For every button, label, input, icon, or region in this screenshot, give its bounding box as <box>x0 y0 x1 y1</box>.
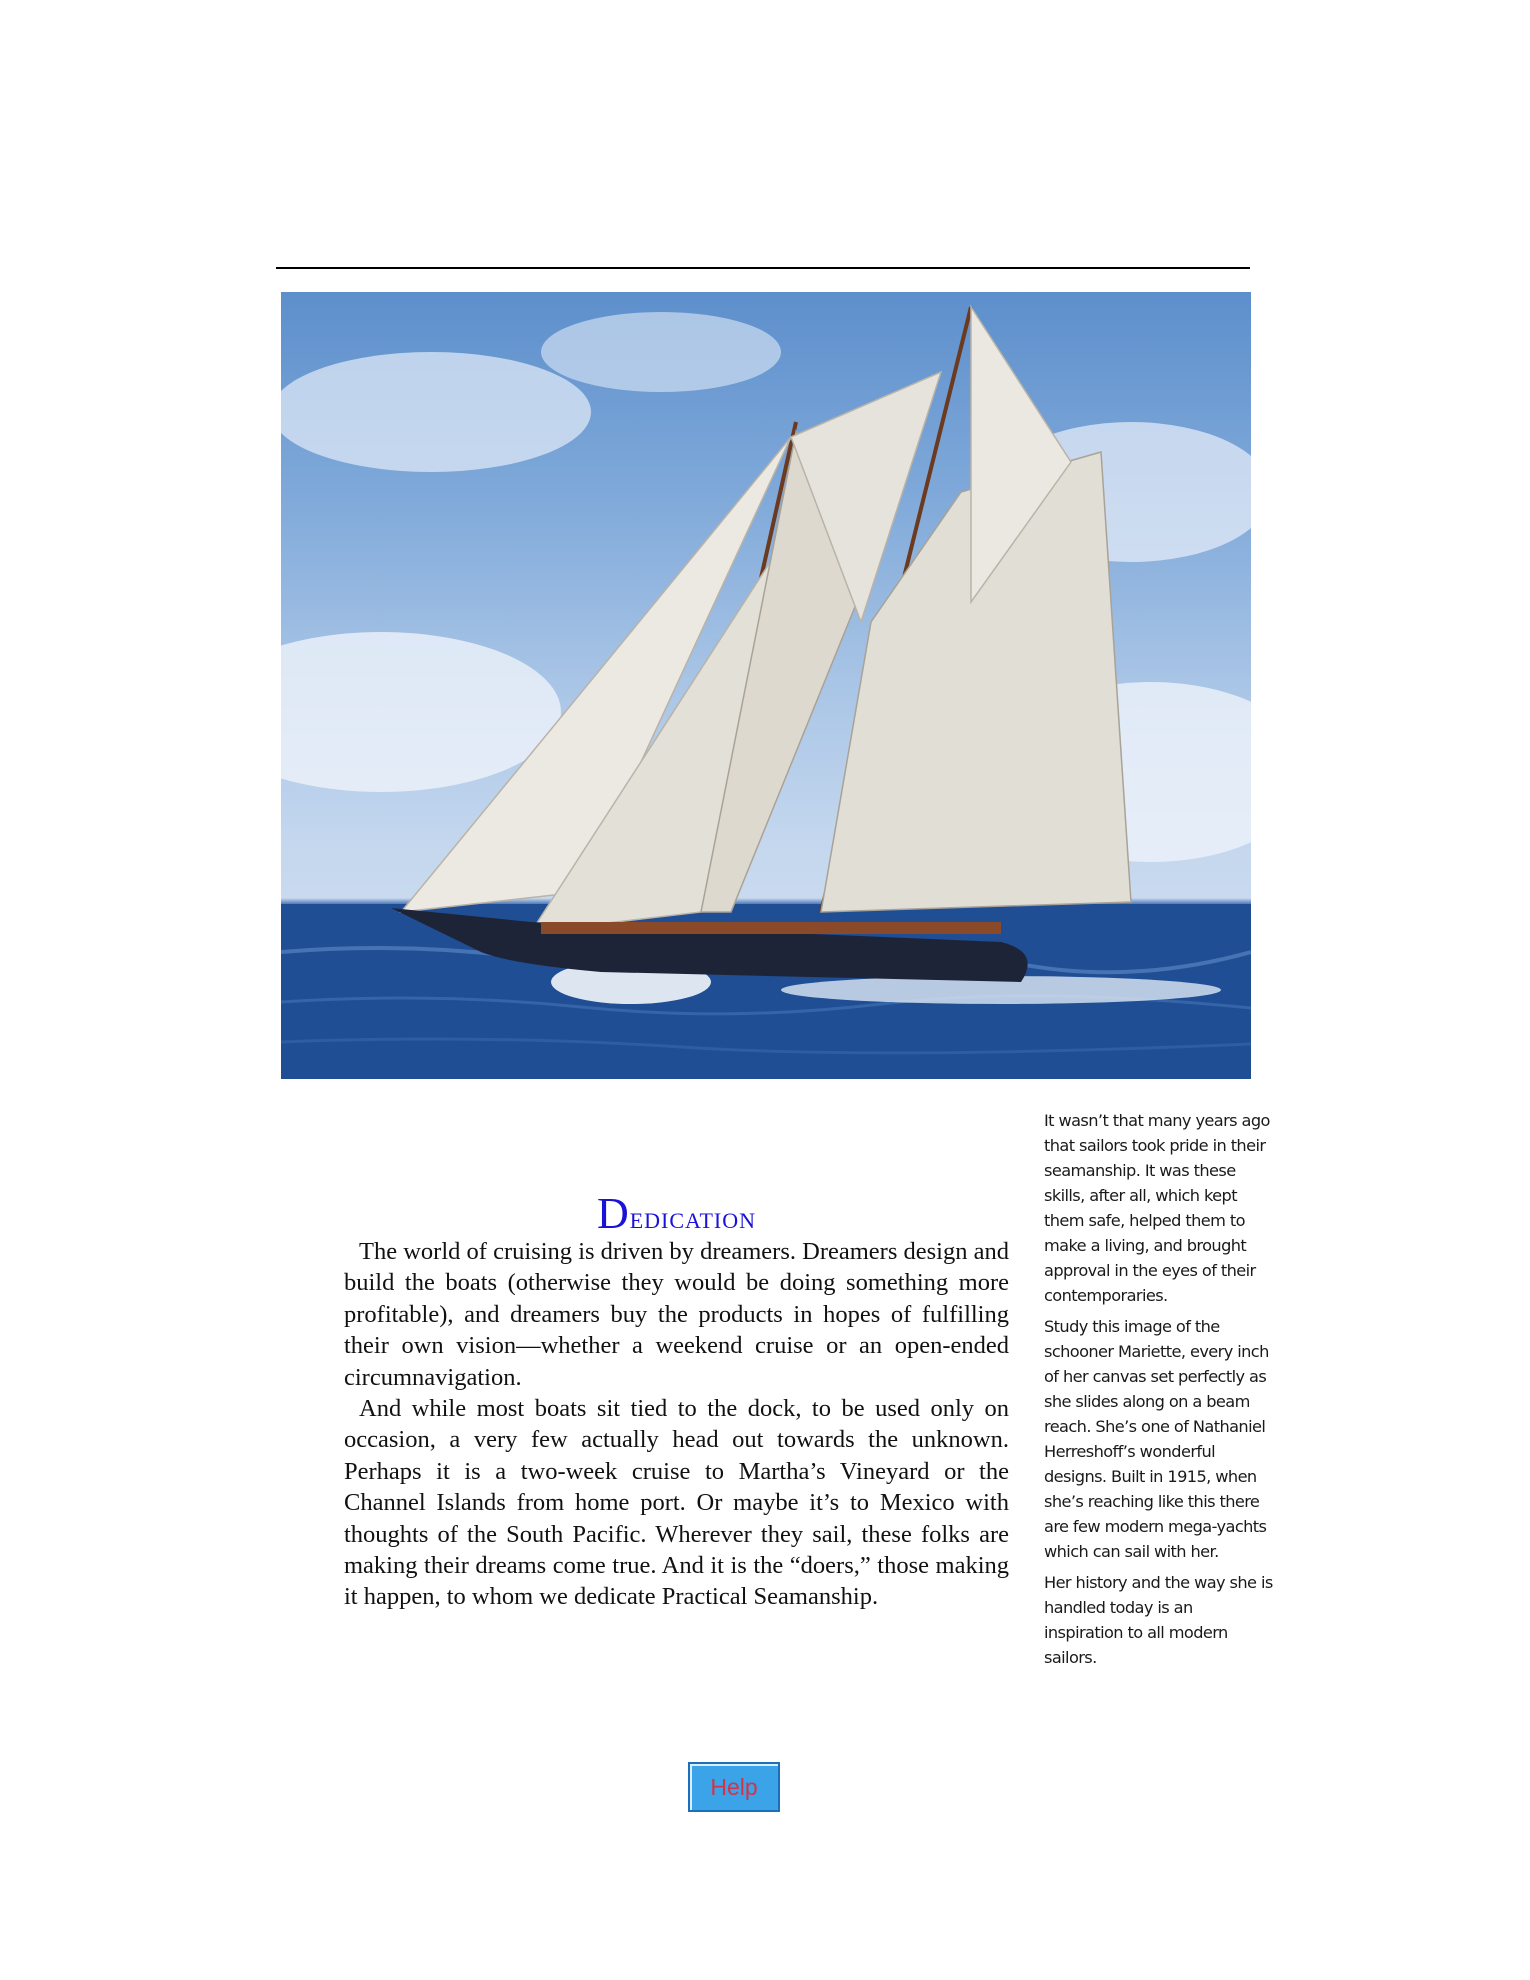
sidebar-paragraph: It wasn’t that many years ago that sailors took pride in their seamanship. It was these skills, after all, which kept them safe, helped them to make a living, and brought approval in the eyes of their contemporaries. <box>1044 1111 1270 1305</box>
dedication-body <box>344 1236 1009 1613</box>
sailboat-illustration <box>281 292 1251 1079</box>
title-initial: D <box>596 1189 630 1238</box>
page-title <box>344 1188 1009 1239</box>
help-button[interactable] <box>688 1762 780 1812</box>
title-rest: edication <box>629 1199 757 1235</box>
help-button-label: Help <box>710 1773 758 1800</box>
sidebar-paragraph: Study this image of the schooner Mariette, every inch of her canvas set perfectly as she slides along on a beam reach. She’s one of Nathaniel Herreshoff’s wonderful designs. Built in 1915, when she’s reaching like this there are few modern mega-yachts which can sail with her. <box>1044 1317 1269 1561</box>
body-paragraph: The world of cruising is driven by dreamers. Dreamers design and build the boats (otherwise they would be doing something more profitable), and dreamers buy the products in hopes of fulfilling their own vision—whether a weekend cruise or an open-ended circumnavigation. <box>344 1238 1009 1391</box>
sidebar-caption <box>1044 1108 1276 1676</box>
body-paragraph: And while most boats sit tied to the dock, to be used only on occasion, a very few actually head out towards the unknown. Perhaps it is a two-week cruise to Martha’s Vineyard or the Channel Islands from home port. Or maybe it’s to Mexico with thoughts of the South Pacific. Wherever they sail, these folks are making their dreams come true. And it is the “doers,” those making it happen, to whom we dedicate Practical Seamanship. <box>344 1395 1009 1611</box>
schooner-photo <box>281 292 1251 1079</box>
header-rule <box>276 267 1250 269</box>
sidebar-paragraph: Her history and the way she is handled today is an inspiration to all modern sailors. <box>1044 1573 1273 1667</box>
